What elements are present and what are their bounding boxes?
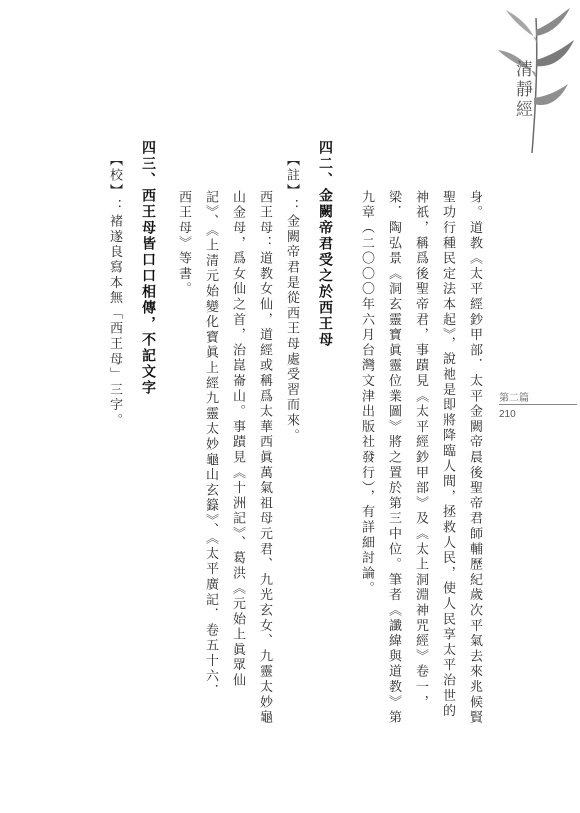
- section-heading-42: 四二、金闕帝君受之於西王母: [317, 140, 333, 348]
- body-text-line: 梁．陶弘景《洞玄靈寶眞靈位業圖》將之置於第三中位。筆者《讖緯與道教》第: [386, 190, 401, 726]
- annotation-note: 西王母》等書。: [176, 190, 191, 298]
- annotation-note: 【校】：褚遂良寫本無「西王母」三字。: [107, 153, 122, 429]
- section-heading-43: 四三、西王母皆口口相傳，不記文字: [140, 140, 156, 396]
- annotation-note: 西王母：道教女仙，道經或稱爲太華西眞萬氣祖母元君、九光玄女、九靈太妙龜: [257, 190, 272, 726]
- annotation-note: 山金母，爲女仙之首，治崑崙山。事蹟見《十洲記》、葛洪《元始上眞眾仙: [230, 190, 245, 689]
- annotation-note: 記》、《上清元始變化寶眞上經九靈太妙龜山玄籙》、《太平廣記．卷五十六．: [203, 190, 218, 700]
- annotation-note: 【註】：金闕帝君是從西王母處受習而來。: [284, 153, 299, 444]
- body-text-line: 身。道教《太平經鈔甲部．太平金闕帝晨後聖帝君師輔歷紀歲次平氣去來兆候賢: [467, 190, 482, 726]
- page-number: 210: [499, 409, 516, 420]
- leaf-ornament-icon: [496, 8, 576, 158]
- body-text-line: 九章（二〇〇〇年六月台灣文津出版社發行），有詳細討論。: [359, 190, 374, 597]
- book-title: 清靜經: [512, 60, 532, 120]
- body-text-line: 神祇，稱爲後聖帝君，事蹟見《太平經鈔甲部》及《太上洞淵神咒經》卷一，: [413, 190, 428, 711]
- header-rule: [499, 404, 577, 405]
- running-head: [499, 389, 529, 420]
- body-text-line: 聖功行種民定法本起》，說祂是即將降臨人間，拯救人民，使人民享太平治世的: [440, 190, 455, 719]
- chapter-label: 第二篇: [499, 393, 529, 404]
